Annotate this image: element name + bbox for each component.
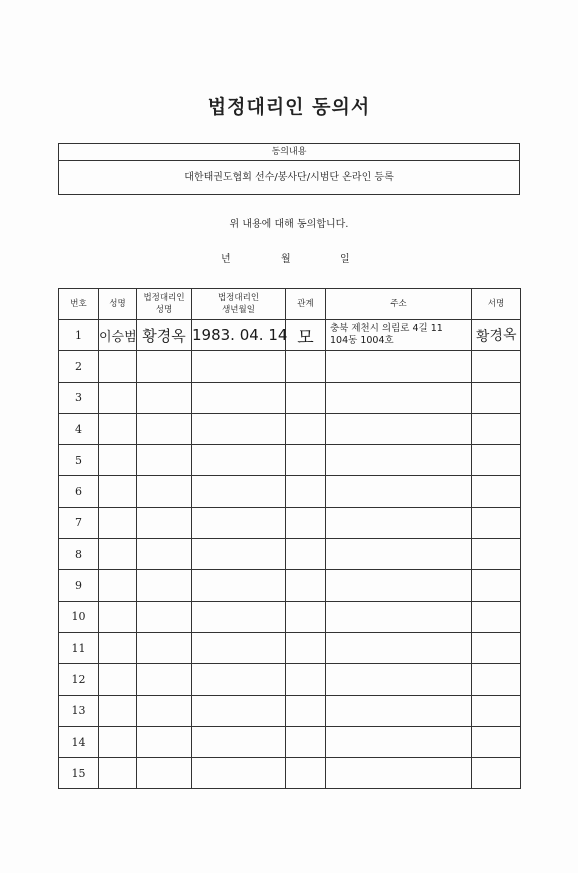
table-header-row <box>59 289 521 320</box>
consent-box <box>58 143 520 195</box>
date-year-label: 년 <box>221 254 231 265</box>
cell-address <box>326 320 472 351</box>
cell-signature <box>472 351 521 382</box>
cell-relation <box>286 476 326 507</box>
cell-signature <box>472 539 521 570</box>
cell-address <box>326 445 472 476</box>
cell-guardian-name <box>137 507 192 538</box>
cell-signature <box>472 570 521 601</box>
cell-relation <box>286 695 326 726</box>
cell-signature <box>472 445 521 476</box>
handwritten-name: 이승범 <box>99 329 137 345</box>
row-number: 13 <box>59 695 99 726</box>
cell-signature <box>472 726 521 757</box>
cell-address <box>326 476 472 507</box>
row-number: 5 <box>59 445 99 476</box>
row-number: 6 <box>59 476 99 507</box>
date-day-label: 일 <box>340 254 350 265</box>
cell-name <box>99 445 137 476</box>
table-row <box>59 445 521 476</box>
cell-relation <box>286 445 326 476</box>
table-row <box>59 507 521 538</box>
consent-header: 동의내용 <box>59 144 519 161</box>
page-title: 법정대리인 동의서 <box>207 96 371 118</box>
handwritten-birthdate: 1983. 04. 14 <box>192 326 288 345</box>
row-number: 15 <box>59 758 99 789</box>
cell-signature <box>472 476 521 507</box>
header-name: 성명 <box>99 289 137 320</box>
header-guardian-birth: 법정대리인 생년월일 <box>192 289 286 320</box>
cell-guardian-birth <box>192 351 286 382</box>
cell-name <box>99 507 137 538</box>
table-row <box>59 476 521 507</box>
cell-guardian-name <box>137 476 192 507</box>
table-row <box>59 695 521 726</box>
cell-signature <box>472 632 521 663</box>
row-number: 10 <box>59 601 99 632</box>
handwritten-relation: 모 <box>297 327 314 348</box>
cell-name <box>99 664 137 695</box>
cell-address <box>326 413 472 444</box>
cell-address <box>326 382 472 413</box>
header-no: 번호 <box>59 289 99 320</box>
table-row <box>59 382 521 413</box>
cell-name <box>99 632 137 663</box>
cell-signature <box>472 507 521 538</box>
date-month-label: 월 <box>281 254 291 265</box>
cell-signature <box>472 664 521 695</box>
cell-relation <box>286 664 326 695</box>
cell-guardian-birth <box>192 695 286 726</box>
cell-guardian-name <box>137 539 192 570</box>
consent-body: 대한태권도협회 선수/봉사단/시범단 온라인 등록 <box>184 172 394 183</box>
cell-guardian-birth <box>192 320 286 351</box>
cell-address <box>326 632 472 663</box>
cell-name <box>99 382 137 413</box>
header-guardian-name: 법정대리인 성명 <box>137 289 192 320</box>
cell-guardian-name <box>137 664 192 695</box>
row-number: 1 <box>59 320 99 351</box>
row-number: 3 <box>59 382 99 413</box>
cell-guardian-birth <box>192 413 286 444</box>
cell-guardian-name <box>137 695 192 726</box>
row-number: 7 <box>59 507 99 538</box>
table-row <box>59 320 521 351</box>
cell-guardian-birth <box>192 507 286 538</box>
header-relation: 관계 <box>286 289 326 320</box>
handwritten-guardian-name: 황경옥 <box>142 326 186 345</box>
cell-relation <box>286 632 326 663</box>
cell-relation <box>286 539 326 570</box>
cell-guardian-name <box>137 601 192 632</box>
agree-statement: 위 내용에 대해 동의합니다. <box>229 219 349 230</box>
cell-name <box>99 413 137 444</box>
cell-name <box>99 601 137 632</box>
cell-signature <box>472 413 521 444</box>
cell-name <box>99 320 137 351</box>
cell-relation <box>286 726 326 757</box>
row-number: 12 <box>59 664 99 695</box>
cell-guardian-name <box>137 726 192 757</box>
header-address: 주소 <box>326 289 472 320</box>
cell-guardian-birth <box>192 758 286 789</box>
cell-guardian-birth <box>192 476 286 507</box>
row-number: 4 <box>59 413 99 444</box>
cell-guardian-name <box>137 413 192 444</box>
cell-address <box>326 664 472 695</box>
cell-guardian-birth <box>192 664 286 695</box>
cell-guardian-name <box>137 570 192 601</box>
cell-relation <box>286 413 326 444</box>
cell-relation <box>286 507 326 538</box>
row-number: 2 <box>59 351 99 382</box>
cell-guardian-birth <box>192 601 286 632</box>
row-number: 8 <box>59 539 99 570</box>
table-row <box>59 413 521 444</box>
cell-address <box>326 570 472 601</box>
guardian-table <box>58 288 521 789</box>
table-row <box>59 758 521 789</box>
cell-guardian-name <box>137 445 192 476</box>
table-row <box>59 601 521 632</box>
cell-guardian-birth <box>192 632 286 663</box>
table-row <box>59 632 521 663</box>
handwritten-address: 충북 제천시 의림로 4길 11 104동 1004호 <box>330 323 443 347</box>
cell-address <box>326 695 472 726</box>
cell-relation <box>286 320 326 351</box>
cell-guardian-name <box>137 320 192 351</box>
cell-relation <box>286 382 326 413</box>
cell-relation <box>286 351 326 382</box>
cell-name <box>99 570 137 601</box>
row-number: 14 <box>59 726 99 757</box>
row-number: 9 <box>59 570 99 601</box>
table-row <box>59 539 521 570</box>
cell-name <box>99 351 137 382</box>
table-row <box>59 570 521 601</box>
cell-address <box>326 539 472 570</box>
cell-guardian-birth <box>192 539 286 570</box>
cell-guardian-birth <box>192 726 286 757</box>
table-row <box>59 351 521 382</box>
cell-relation <box>286 601 326 632</box>
cell-name <box>99 539 137 570</box>
cell-address <box>326 351 472 382</box>
cell-name <box>99 695 137 726</box>
cell-signature <box>472 601 521 632</box>
cell-name <box>99 726 137 757</box>
cell-name <box>99 758 137 789</box>
cell-address <box>326 726 472 757</box>
cell-guardian-name <box>137 382 192 413</box>
cell-guardian-birth <box>192 445 286 476</box>
row-number: 11 <box>59 632 99 663</box>
cell-address <box>326 601 472 632</box>
cell-relation <box>286 570 326 601</box>
cell-guardian-name <box>137 351 192 382</box>
cell-guardian-birth <box>192 570 286 601</box>
cell-address <box>326 758 472 789</box>
cell-guardian-name <box>137 758 192 789</box>
cell-guardian-birth <box>192 382 286 413</box>
cell-guardian-name <box>137 632 192 663</box>
cell-name <box>99 476 137 507</box>
cell-relation <box>286 758 326 789</box>
cell-signature <box>472 758 521 789</box>
header-signature: 서명 <box>472 289 521 320</box>
cell-signature <box>472 695 521 726</box>
table-row <box>59 664 521 695</box>
cell-signature <box>472 320 521 351</box>
cell-signature <box>472 382 521 413</box>
table-row <box>59 726 521 757</box>
handwritten-signature: 황경옥 <box>475 326 517 346</box>
cell-address <box>326 507 472 538</box>
